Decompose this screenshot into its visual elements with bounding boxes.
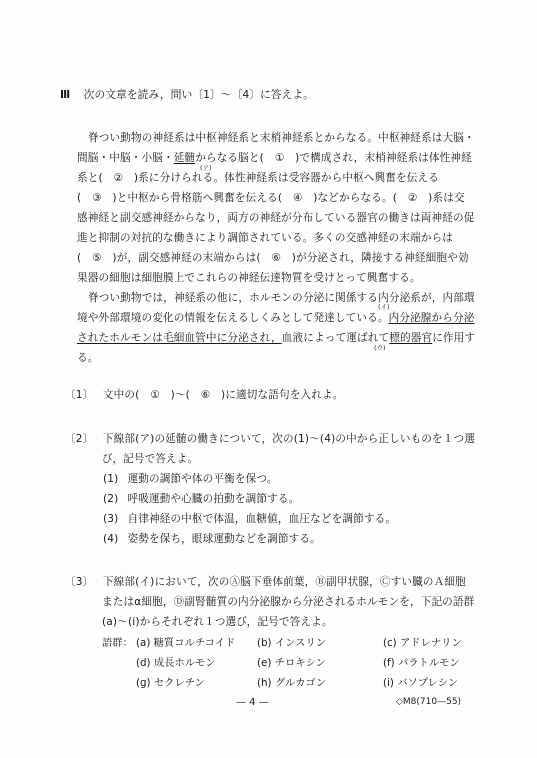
passage-line: 系と( ② )系に分けられる。体性神経系は受容器から中枢へ興奮を伝える — [77, 172, 440, 184]
passage-line: 果器の細胞は細胞膜上でこれらの神経伝達物質を受けとって興奮する。 — [77, 272, 421, 284]
term-item: (e) チロキシン — [257, 657, 326, 669]
question-number: 〔1〕 — [65, 389, 94, 401]
passage-line: 脊つい動物の神経系は中枢神経系と末梢神経系とからなる。中枢神経系は大脳・ — [88, 132, 475, 144]
passage-line: 脊つい動物では，神経系の他に，ホルモンの分泌に関係する内分泌系が，内部環 — [88, 292, 475, 304]
section-mark: Ⅲ — [60, 88, 71, 101]
question-line: 〔3〕 下線部(イ)において，次のⒶ脳下垂体前葉，Ⓑ副甲状腺，Ⓒすい臓のＡ細胞 — [65, 576, 466, 588]
page-number: — 4 — — [236, 697, 269, 708]
term-item: (d) 成長ホルモン — [136, 657, 216, 669]
question-text: 文中の( ① )～( ⑥ )に適切な語句を入れよ。 — [102, 389, 344, 401]
underline-i-bunpitsu: 内分泌腺から分泌 — [388, 312, 475, 324]
label-a: (ア) — [200, 164, 212, 172]
passage-line: 進と抑制の対抗的な働きにより調節されている。多くの交感神経の末端からは — [77, 232, 454, 244]
question-line: またはα細胞，Ⓓ副腎髄質の内分泌腺から分泌されるホルモンを，下記の語群 — [102, 596, 475, 608]
word-group-label: 語群： — [102, 637, 133, 649]
question-1 — [65, 387, 343, 402]
question-line: 〔2〕 下線部(ア)の延髄の働きについて，次の(1)～(4)の中から正しいものを１つ選 — [65, 433, 476, 445]
section-instruction: 次の文章を読み，問い〔1〕～〔4〕に答えよ。 — [83, 88, 314, 101]
question-number: 〔3〕 — [65, 576, 94, 588]
underline-i-continued: されたホルモンは毛細血管中に分泌され， — [77, 332, 282, 344]
passage-line: る。 — [77, 352, 99, 364]
question-number: 〔2〕 — [65, 433, 94, 445]
term-item: (f) パラトルモン — [383, 657, 460, 669]
section-heading — [60, 87, 314, 102]
term-item: (a) 糖質コルチコイド — [136, 637, 236, 649]
passage-line: ( ③ )と中枢から骨格筋へ興奮を伝える( ④ )などからなる。( ② )系は交 — [77, 192, 465, 204]
underline-a-enzui: 延髄 — [173, 152, 196, 164]
exam-code: ◇M8(710—55) — [396, 697, 462, 707]
term-item: (c) アドレナリン — [383, 637, 462, 649]
question-line: (a)～(i)からそれぞれ１つ選び，記号で答えよ。 — [102, 616, 333, 628]
passage-line: ( ⑤ )が，副交感神経の末端からは( ⑥ )が分泌され，隣接する神経細胞や効 — [77, 252, 469, 264]
term-item: (b) インスリン — [257, 637, 327, 649]
option-item: (4) 姿勢を保ち，眼球運動などを調節する。 — [103, 533, 321, 545]
passage-line: されたホルモンは毛細血管中に分泌され，血液によって運ばれて標的器官に作用す — [77, 332, 476, 344]
term-item: (i) バソプレシン — [383, 677, 459, 689]
question-line: び，記号で答えよ。 — [102, 453, 199, 465]
option-item: (2) 呼吸運動や心臓の拍動を調節する。 — [103, 493, 300, 505]
label-i: (イ) — [378, 303, 390, 311]
term-item: (h) グルカゴン — [257, 677, 327, 689]
label-u: (ウ) — [374, 344, 386, 352]
option-item: (3) 自律神経の中枢で体温，血糖値，血圧などを調節する。 — [103, 513, 397, 525]
passage-line: 間脳・中脳・小脳・延髄からなる脳と( ① )で構成され，末梢神経系は体性神経 — [77, 152, 472, 164]
passage-line: 境や外部環境の変化の情報を伝えるしくみとして発達している。内分泌腺から分泌 — [77, 312, 475, 324]
passage-line: 感神経と副交感神経からなり，両方の神経が分布している器官の働きは両神経の促 — [77, 212, 475, 224]
underline-u-hyoteki: 標的器官 — [389, 332, 433, 344]
option-item: (1) 運動の調節や体の平衡を保つ。 — [103, 473, 278, 485]
term-item: (g) セクレチン — [136, 677, 205, 689]
